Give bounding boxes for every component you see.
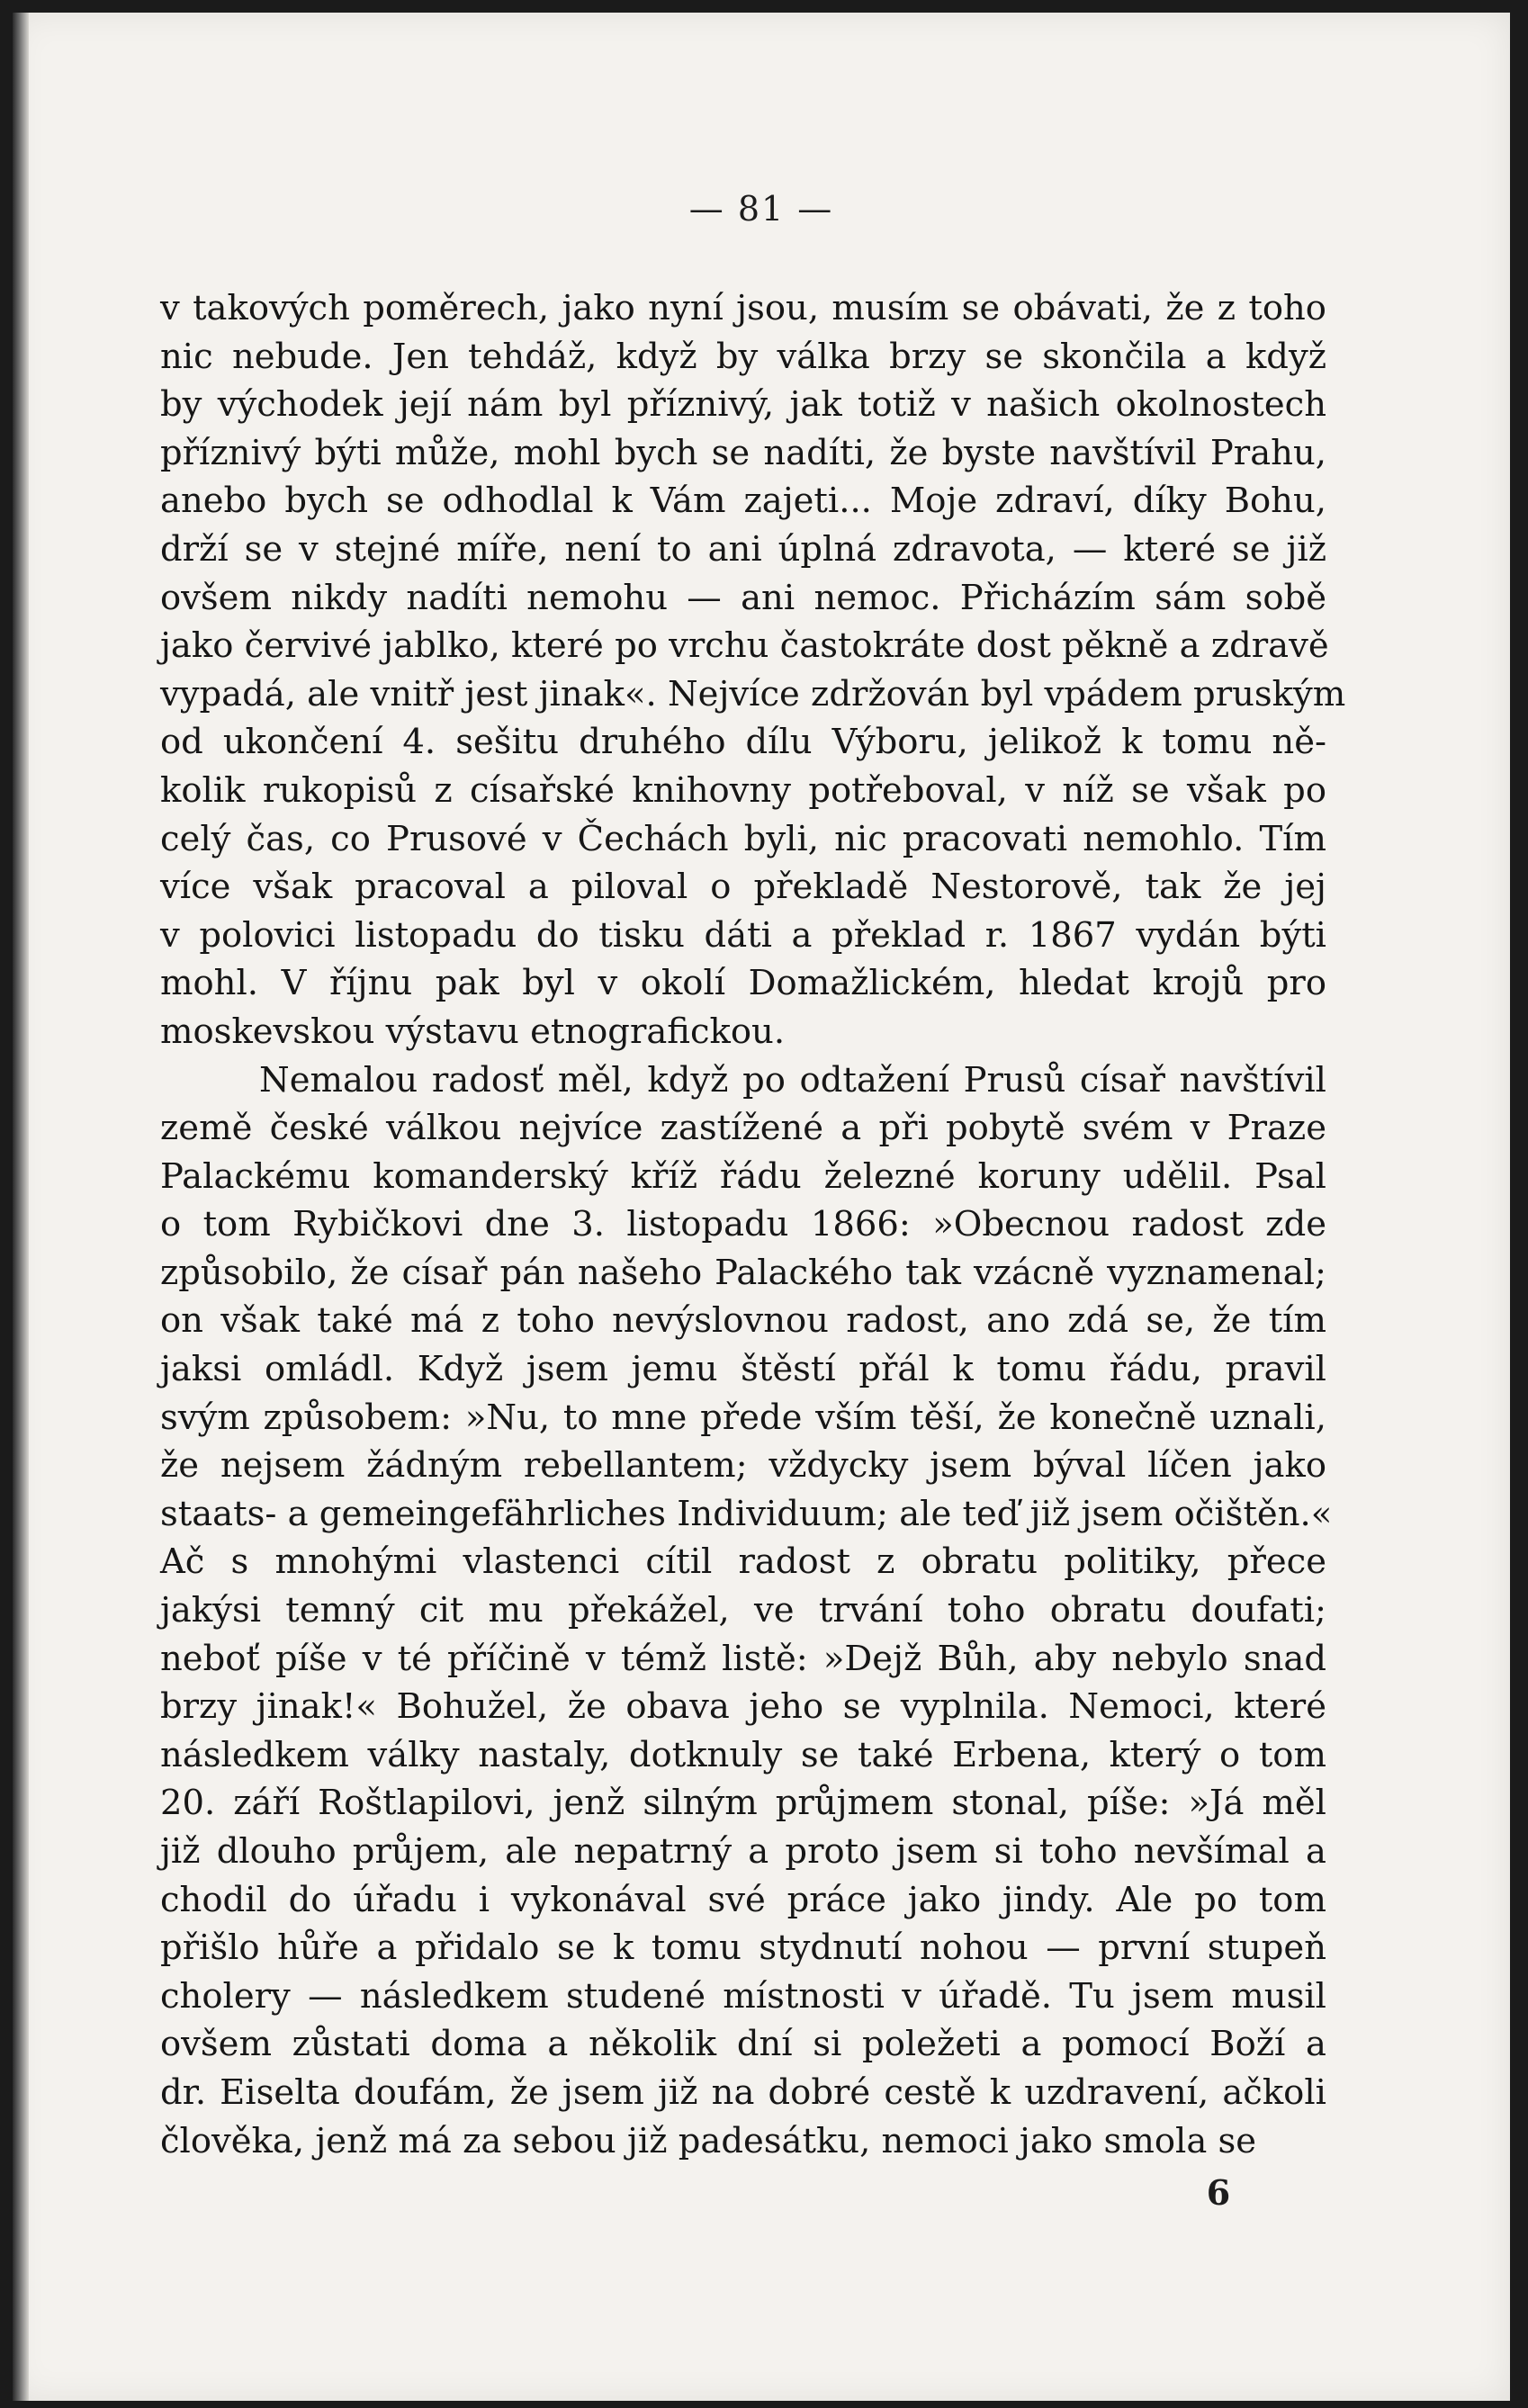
text-line: Palackému komanderský kříž řádu železné koruny udělil. Psal xyxy=(160,1155,1326,1197)
paragraph xyxy=(160,1056,1333,2166)
text-line: svým způsobem: »Nu, to mne přede vším těší, že konečně uznali, xyxy=(160,1397,1326,1438)
text-line: v polovici listopadu do tisku dáti a překlad r. 1867 vydán býti xyxy=(160,914,1326,956)
text-line: cholery — následkem studené místnosti v úřadě. Tu jsem musil xyxy=(160,1975,1326,2017)
text-line: již dlouho průjem, ale nepatrný a proto jsem si toho nevšímal a xyxy=(160,1831,1326,1872)
text-line: více však pracoval a piloval o překladě Nestorově, tak že jej xyxy=(160,867,1326,908)
text-line: příznivý býti může, mohl bych se nadíti, že byste navštívil Prahu, xyxy=(160,432,1326,473)
text-line: kolik rukopisů z císařské knihovny potřeboval, v níž se však po xyxy=(160,769,1326,811)
body-text xyxy=(160,284,1346,2165)
text-line: moskevskou výstavu etnografickou. xyxy=(160,1011,786,1052)
text-line: chodil do úřadu i vykonával své práce jako jindy. Ale po tom xyxy=(160,1879,1326,1920)
text-line: 20. září Roštlapilovi, jenž silným průjmem stonal, píše: »Já měl xyxy=(160,1783,1326,1824)
text-line: o tom Rybičkovi dne 3. listopadu 1866: »Obecnou radost zde xyxy=(160,1204,1326,1245)
text-line: staats- a gemeingefährliches Individuum; ale teď již jsem očištěn.« xyxy=(160,1493,1333,1534)
text-line: ovšem nikdy nadíti nemohu — ani nemoc. Přicházím sám sobě xyxy=(160,577,1326,618)
text-line: člověka, jenž má za sebou již padesátku, nemoci jako smola se xyxy=(160,2120,1257,2161)
text-line: země české válkou nejvíce zastížené a při pobytě svém v Praze xyxy=(160,1108,1326,1149)
text-line: od ukončení 4. sešitu druhého dílu Výboru, jelikož k tomu ně- xyxy=(160,722,1326,763)
page-number: — 81 — xyxy=(688,189,834,229)
text-line: Ač s mnohými vlastenci cítil radost z obratu politiky, přece xyxy=(160,1541,1326,1583)
text-line: jaksi omládl. Když jsem jemu štěstí přál k tomu řádu, pravil xyxy=(160,1349,1326,1390)
text-line: způsobilo, že císař pán našeho Palackého tak vzácně vyznamenal; xyxy=(160,1252,1326,1293)
paragraph xyxy=(160,284,1346,1056)
text-line: dr. Eiselta doufám, že jsem již na dobré cestě k uzdravení, ačkoli xyxy=(160,2071,1326,2113)
text-line: Nemalou radosť měl, když po odtažení Prusů císař navštívil xyxy=(259,1059,1326,1101)
text-line: on však také má z toho nevýslovnou radost, ano zdá se, že tím xyxy=(160,1300,1326,1342)
page-binding-edge xyxy=(13,13,29,2401)
text-line: brzy jinak!« Bohužel, že obava jeho se vyplnila. Nemoci, které xyxy=(160,1686,1326,1728)
text-line: anebo bych se odhodlal k Vám zajeti... Moje zdraví, díky Bohu, xyxy=(160,481,1326,522)
signature-mark: 6 xyxy=(1206,2172,1231,2213)
text-line: že nejsem žádným rebellantem; vždycky jsem býval líčen jako xyxy=(160,1445,1326,1487)
text-line: drží se v stejné míře, není to ani úplná zdravota, — které se již xyxy=(160,528,1326,570)
text-line: neboť píše v té příčině v témž listě: »Dejž Bůh, aby nebylo snad xyxy=(160,1638,1326,1679)
text-line: následkem války nastaly, dotknuly se také Erbena, který o tom xyxy=(160,1734,1326,1775)
text-line: celý čas, co Prusové v Čechách byli, nic pracovati nemohlo. Tím xyxy=(160,818,1326,859)
text-line: jakýsi temný cit mu překážel, ve trvání toho obratu doufati; xyxy=(160,1590,1326,1631)
text-line: vypadá, ale vnitř jest jinak«. Nejvíce zdržován byl vpádem pruským xyxy=(160,673,1346,714)
text-line: by východek její nám byl příznivý, jak totiž v našich okolnostech xyxy=(160,384,1326,426)
text-line: jako červivé jablko, které po vrchu častokráte dost pěkně a zdravě xyxy=(160,625,1329,667)
text-line: v takových poměrech, jako nyní jsou, musím se obávati, že z toho xyxy=(160,288,1326,328)
text-line: mohl. V říjnu pak byl v okolí Domažlickém, hledat krojů pro xyxy=(160,963,1326,1004)
text-line: přišlo hůře a přidalo se k tomu stydnutí nohou — první stupeň xyxy=(160,1927,1326,1969)
book-page xyxy=(13,13,1510,2401)
text-line: nic nebude. Jen tehdáž, když by válka brzy se skončila a když xyxy=(160,336,1326,377)
text-line: ovšem zůstati doma a několik dní si poležeti a pomocí Boží a xyxy=(160,2024,1326,2065)
